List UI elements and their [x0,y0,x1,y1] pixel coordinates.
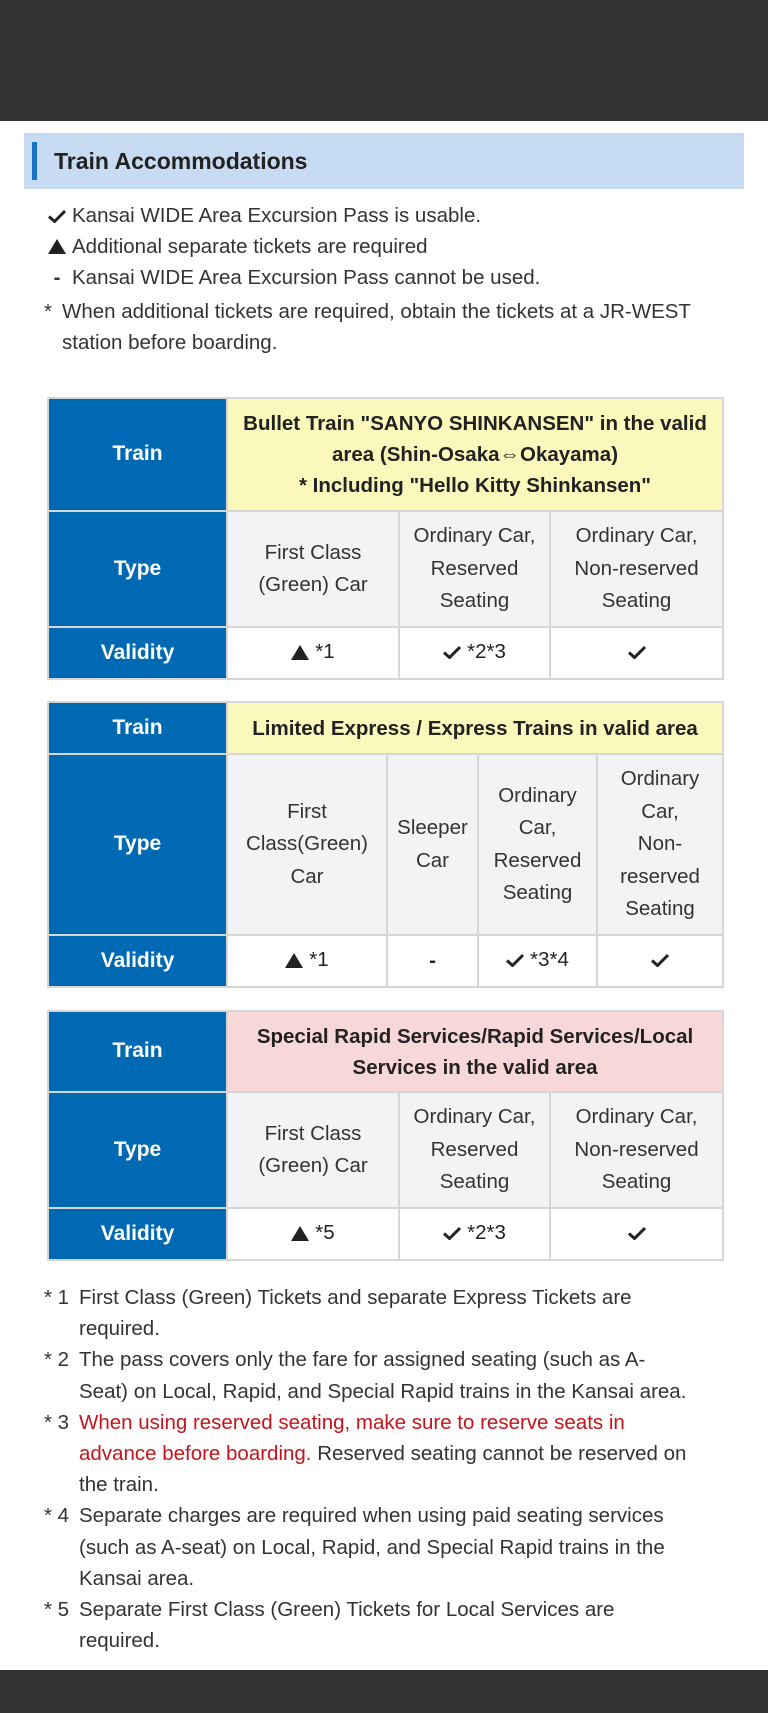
train-name-cell [227,398,723,511]
train-name-line: Special Rapid Services/Rapid Services/Local [256,1024,694,1048]
check-icon [651,953,669,967]
triangle-icon [44,239,70,254]
triangle-icon [285,953,303,968]
dash-icon: - [53,266,61,289]
legend-additional-text: Additional separate tickets are required [72,235,428,258]
validity-cell: *1 [227,935,387,987]
heading-accent-bar [32,142,37,180]
footnote-5: * 5 Separate First Class (Green) Tickets for Local Services are required. [44,1598,615,1653]
check-icon [628,645,646,659]
type-cell-first-class: First Class (Green) Car [227,511,399,627]
type-cell-sleeper: Sleeper Car [387,754,478,935]
train-header: Train [48,1011,227,1092]
validity-cell [550,1208,723,1260]
section-heading [24,133,744,189]
footnote-2: * 2 The pass covers only the fare for assigned seating (such as A- Seat) on Local, Rapid, and Special Rapid trains in the Kansai area. [44,1348,687,1403]
legend [44,200,734,358]
type-cell-ordinary-reserved: Ordinary Car, Reserved Seating [478,754,597,935]
train-name-line: Services in the valid area [352,1055,598,1079]
type-cell-ordinary-nonreserved: Ordinary Car, Non-reserved Seating [550,1092,723,1208]
train-name-cell [227,1011,723,1092]
type-cell-ordinary-nonreserved: Ordinary Car, Non- reserved Seating [597,754,723,935]
footnote-4: * 4 Separate charges are required when using paid seating services (such as A-seat) on Local, Rapid, and Special Rapid trains in the Kansai area. [44,1504,665,1590]
check-icon [443,1226,461,1240]
page-title: Train Accommodations [54,147,308,174]
validity-header: Validity [48,935,227,987]
type-header: Type [48,1092,227,1208]
triangle-icon [291,1226,309,1241]
train-name-line: * Including "Hello Kitty Shinkansen" [298,474,652,497]
type-cell-first-class: First Class (Green) Car [227,1092,399,1208]
footnote-1: * 1 First Class (Green) Tickets and separate Express Tickets are required. [44,1286,632,1341]
train-header: Train [48,398,227,511]
validity-cell [387,935,478,987]
train-header: Train [48,702,227,754]
footnote-warning: When using reserved seating, make sure to reserve seats in [79,1410,625,1434]
validity-header: Validity [48,627,227,679]
bottom-bar [0,1670,768,1713]
footnote-warning: advance before boarding. [79,1442,312,1466]
footnote-3: * 3 When using reserved seating, make sure to reserve seats in advance before boarding. Reserved seating cannot be reserved on the train. [44,1407,744,1501]
validity-cell [597,935,723,987]
train-name-cell: Limited Express / Express Trains in valid area [227,702,723,754]
train-name-line: Bullet Train "SANYO SHINKANSEN" in the valid [243,412,707,435]
train-name-line: area (Shin-Osaka⇔Okayama) [332,443,619,466]
legend-note-text: When additional tickets are required, obtain the tickets at a JR-WEST station before boarding. [62,300,691,354]
check-icon [628,1226,646,1240]
legend-usable-text: Kansai WIDE Area Excursion Pass is usable. [72,204,482,227]
validity-cell [550,627,723,679]
table-rapid-local [47,1010,724,1261]
validity-cell: *2*3 [399,1208,550,1260]
table-limited-express [47,701,724,988]
legend-note-marker: * [44,300,52,323]
validity-cell: *2*3 [399,627,550,679]
dash-icon: - [429,948,436,972]
type-cell-ordinary-reserved: Ordinary Car, Reserved Seating [399,1092,550,1208]
check-icon [443,645,461,659]
legend-item-additional [44,231,734,262]
legend-not-usable-text: Kansai WIDE Area Excursion Pass cannot be used. [72,266,541,289]
footnotes [44,1282,744,1656]
type-header: Type [48,511,227,627]
validity-cell: *1 [227,627,399,679]
validity-header: Validity [48,1208,227,1260]
validity-cell: *3*4 [478,935,597,987]
legend-item-usable [44,200,734,231]
triangle-icon [291,645,309,660]
type-cell-first-class: First Class(Green) Car [227,754,387,935]
type-cell-ordinary-reserved: Ordinary Car, Reserved Seating [399,511,550,627]
table-shinkansen [47,397,724,680]
top-bar [0,0,768,121]
check-icon [506,953,524,967]
legend-item-not-usable [44,262,734,293]
legend-note [44,296,734,358]
type-header: Type [48,754,227,935]
check-icon [44,209,70,223]
validity-cell: *5 [227,1208,399,1260]
type-cell-ordinary-nonreserved: Ordinary Car, Non-reserved Seating [550,511,723,627]
